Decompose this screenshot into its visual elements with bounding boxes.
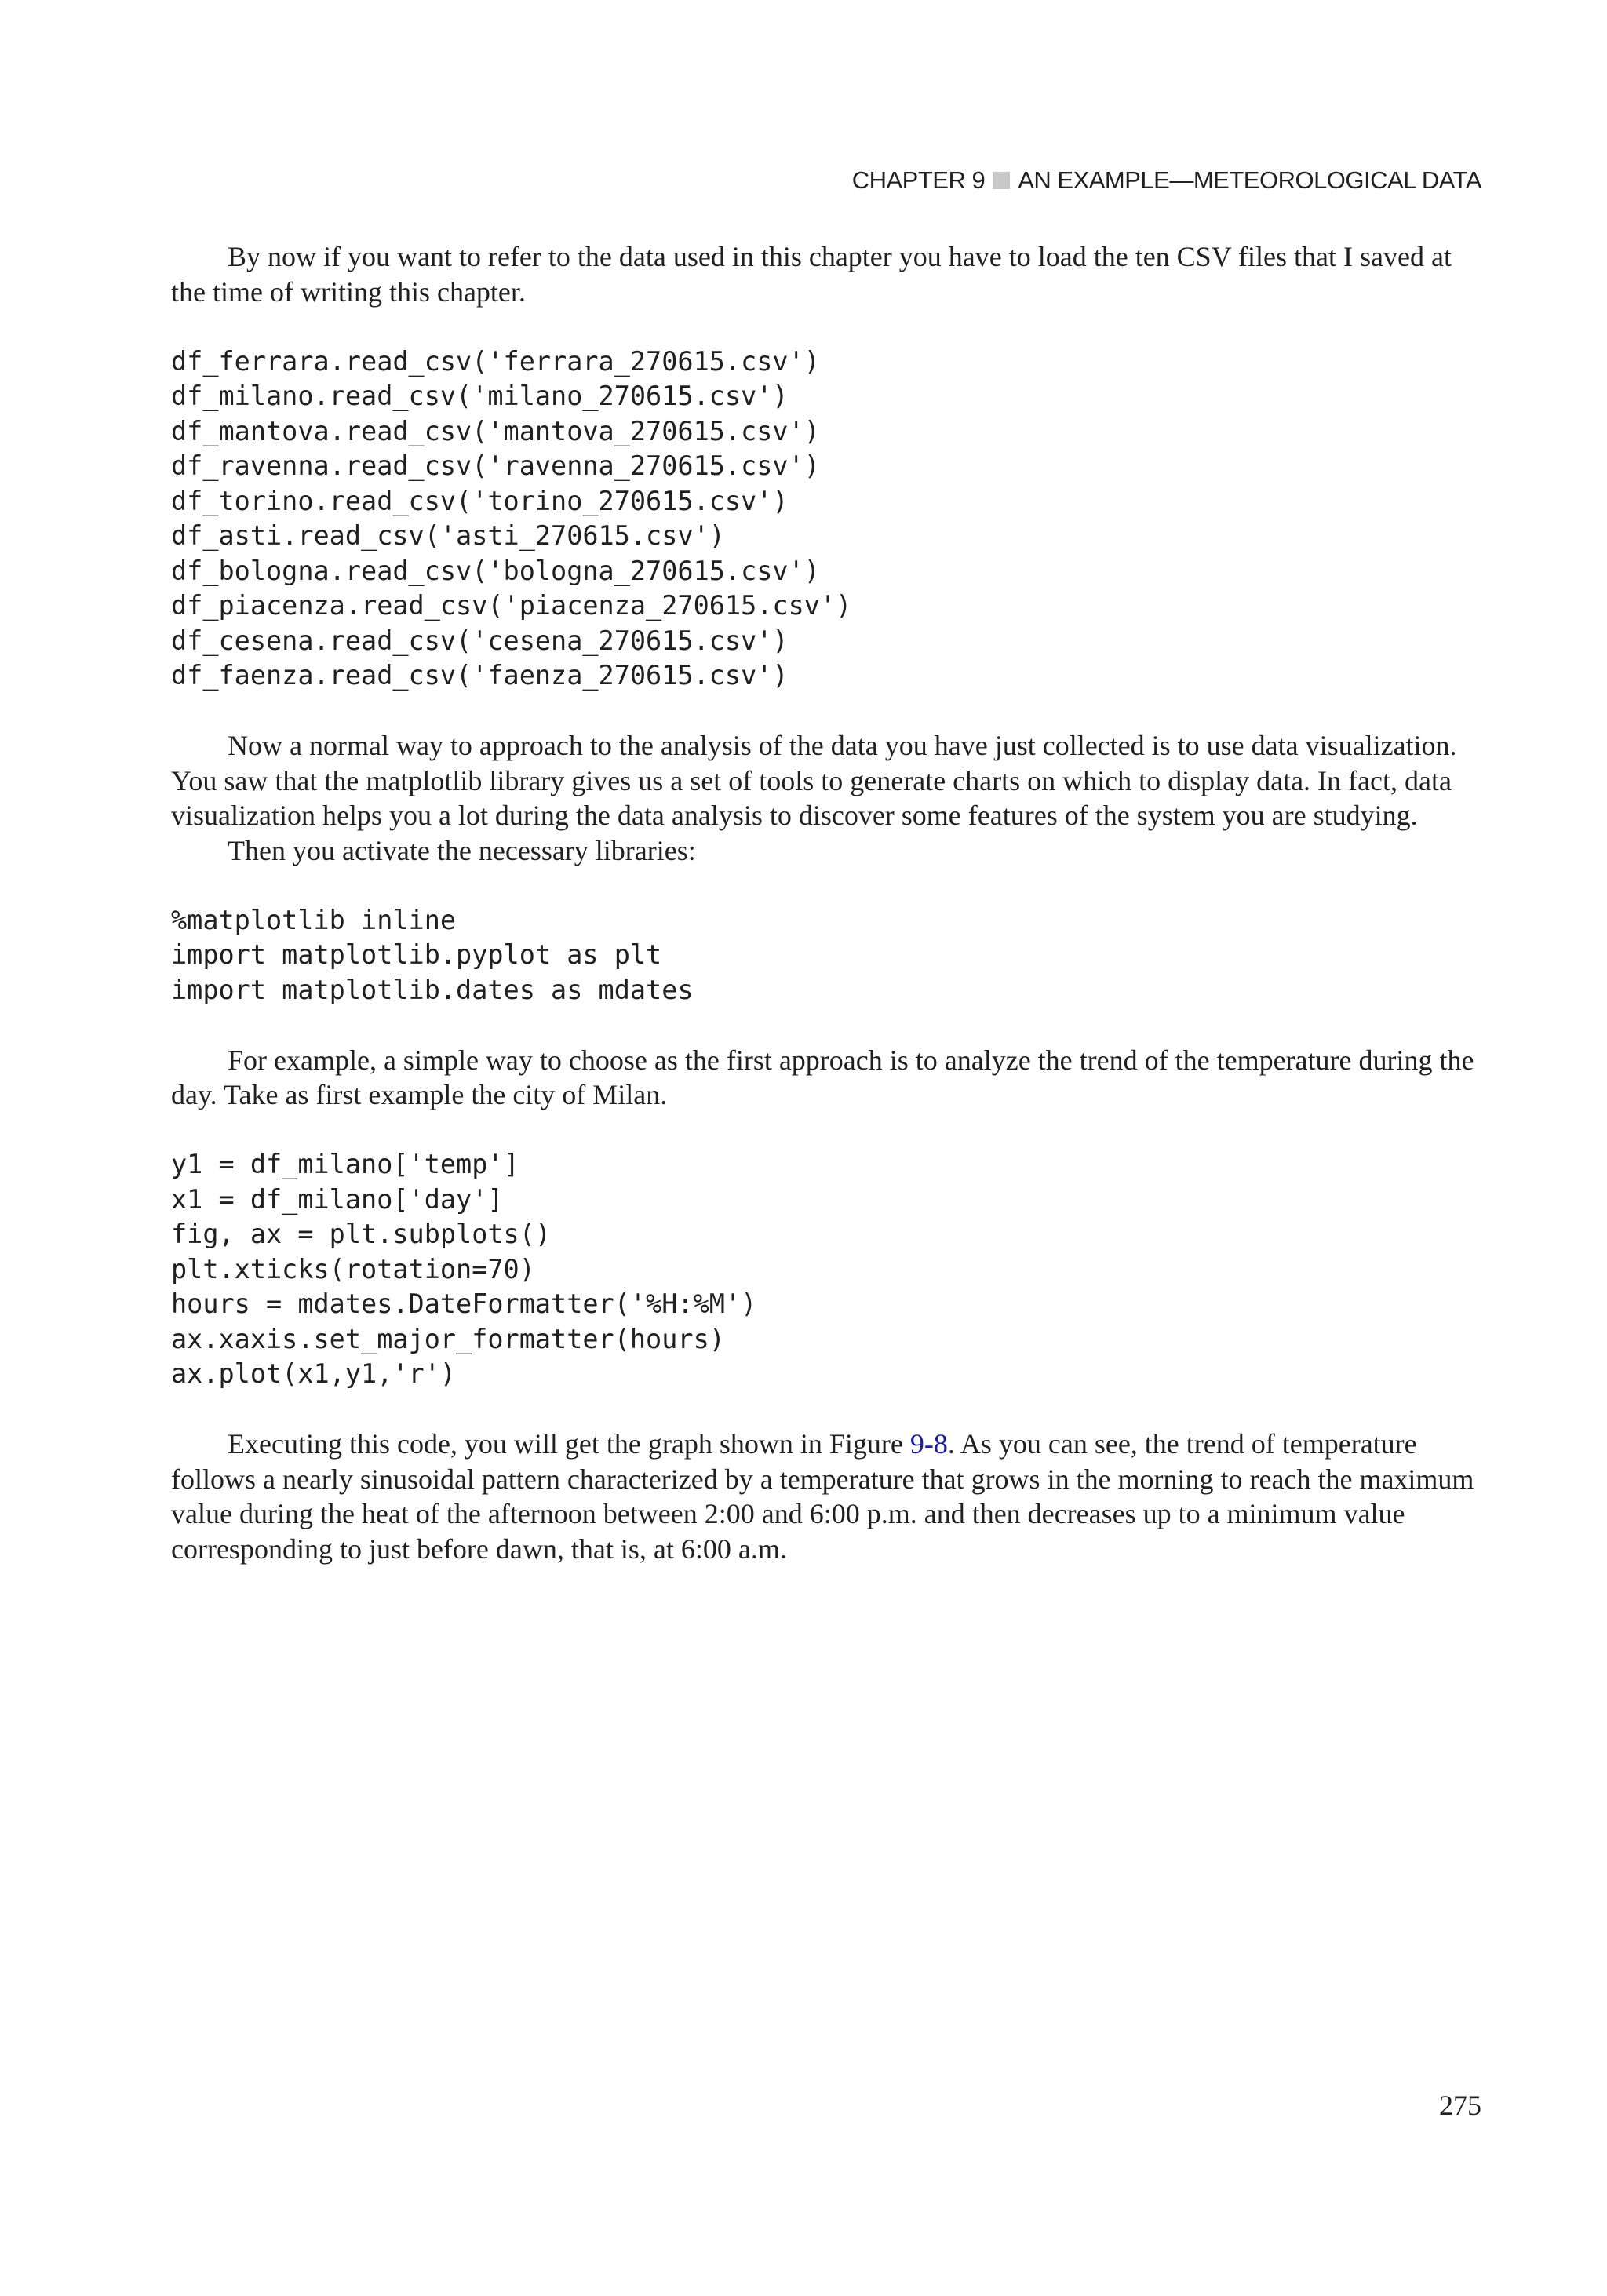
code-line: df_ferrara.read_csv('ferrara_270615.csv') bbox=[171, 345, 820, 377]
figure-link-9-8[interactable]: 9-8 bbox=[909, 1428, 948, 1460]
paragraph-activate-libraries: Then you activate the necessary libraries: bbox=[228, 834, 696, 866]
code-line: hours = mdates.DateFormatter('%H:%M') bbox=[171, 1288, 757, 1319]
code-line: fig, ax = plt.subplots() bbox=[171, 1219, 552, 1249]
running-head-separator-icon bbox=[993, 172, 1010, 189]
page-body bbox=[171, 239, 1481, 1566]
paragraph-visualization: Now a normal way to approach to the analysis of the data you have just collected is to use data visualization. You saw that the matplotlib library gives us a set of tools to generate charts on which to display data. In fact, data visualization helps you a lot during the data analysis to discover some features of the system you are studying. bbox=[171, 730, 1457, 831]
code-line: import matplotlib.dates as mdates bbox=[171, 974, 694, 1005]
running-head-title: AN EXAMPLE—METEOROLOGICAL DATA bbox=[1018, 166, 1481, 194]
page-number: 275 bbox=[1439, 2090, 1481, 2121]
running-head bbox=[852, 166, 1481, 195]
code-line: df_ravenna.read_csv('ravenna_270615.csv') bbox=[171, 450, 820, 481]
spacer bbox=[171, 694, 1481, 729]
code-block-plot bbox=[171, 1147, 1481, 1392]
spacer bbox=[171, 1008, 1481, 1043]
code-block-imports bbox=[171, 903, 1481, 1008]
code-line: x1 = df_milano['day'] bbox=[171, 1183, 504, 1215]
code-line: df_torino.read_csv('torino_270615.csv') bbox=[171, 485, 789, 516]
code-line: df_mantova.read_csv('mantova_270615.csv') bbox=[171, 415, 820, 446]
code-line: ax.xaxis.set_major_formatter(hours) bbox=[171, 1323, 725, 1354]
paragraph-text: Executing this code, you will get the graph shown in Figure bbox=[228, 1428, 910, 1460]
spacer bbox=[171, 1392, 1481, 1427]
paragraph-load-csv: By now if you want to refer to the data used in this chapter you have to load the ten CSV files that I saved at the time of writing this chapter. bbox=[171, 241, 1452, 308]
code-line: df_piacenza.read_csv('piacenza_270615.csv') bbox=[171, 590, 852, 621]
code-line: ax.plot(x1,y1,'r') bbox=[171, 1358, 457, 1389]
paragraph-temperature-trend: For example, a simple way to choose as the first approach is to analyze the trend of the temperature during the day. Take as first example the city of Milan. bbox=[171, 1044, 1474, 1110]
code-line: df_asti.read_csv('asti_270615.csv') bbox=[171, 520, 725, 551]
code-line: plt.xticks(rotation=70) bbox=[171, 1253, 535, 1285]
code-line: df_cesena.read_csv('cesena_270615.csv') bbox=[171, 625, 789, 656]
code-line: df_bologna.read_csv('bologna_270615.csv') bbox=[171, 555, 820, 586]
code-block-read-csv bbox=[171, 344, 1481, 694]
code-line: y1 = df_milano['temp'] bbox=[171, 1149, 519, 1179]
spacer bbox=[171, 868, 1481, 903]
code-line: %matplotlib inline bbox=[171, 904, 457, 935]
code-line: df_faenza.read_csv('faenza_270615.csv') bbox=[171, 660, 789, 691]
spacer bbox=[171, 309, 1481, 344]
paragraph-text: . As you can see, the trend of temperature follows a nearly sinusoidal pattern characterized by a temperature that grows in the morning to reach the maximum value during the heat of the afternoon between 2:00 and 6:00 p.m. and then decreases up to a minimum value corresponding to just before dawn, that is, at 6:00 a.m. bbox=[171, 1428, 1474, 1565]
spacer bbox=[171, 1113, 1481, 1148]
code-line: import matplotlib.pyplot as plt bbox=[171, 939, 662, 970]
code-line: df_milano.read_csv('milano_270615.csv') bbox=[171, 381, 789, 411]
running-head-chapter: CHAPTER 9 bbox=[851, 166, 986, 194]
paragraph-executing-code bbox=[171, 1427, 1481, 1566]
